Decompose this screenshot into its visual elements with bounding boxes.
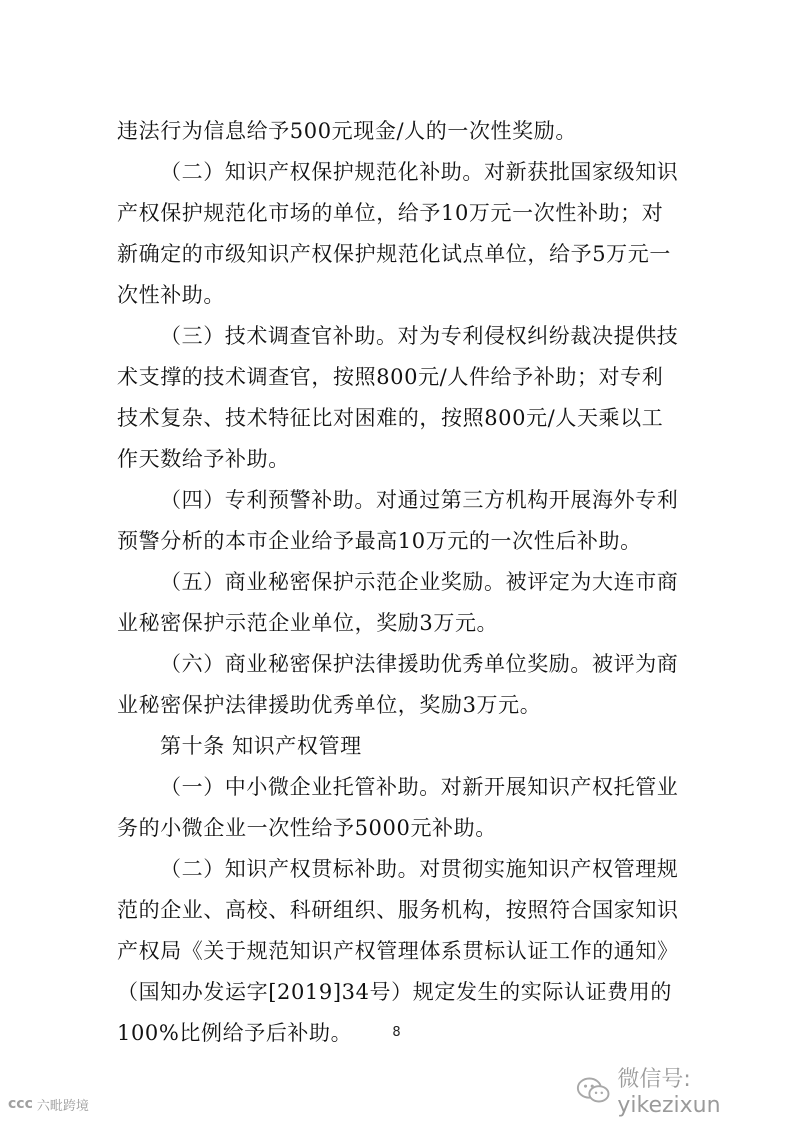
text-line: 术支撑的技术调查官，按照800元/人件给予补助；对专利 (117, 365, 664, 389)
text-line: 预警分析的本市企业给予最高10万元的一次性后补助。 (117, 529, 642, 553)
text-line: 产权局《关于规范知识产权管理体系贯标认证工作的通知》 (117, 939, 679, 963)
text-line: （四）专利预警补助。对通过第三方机构开展海外专利 (160, 488, 679, 512)
text-line: 业秘密保护法律援助优秀单位，奖励3万元。 (117, 693, 542, 717)
text-line: 100%比例给予后补助。 (117, 1021, 353, 1045)
text-line: 业秘密保护示范企业单位，奖励3万元。 (117, 611, 499, 635)
brand-watermark (8, 1093, 89, 1115)
text-line: 产权保护规范化市场的单位，给予10万元一次性补助；对 (117, 201, 664, 225)
text-line: 务的小微企业一次性给予5000元补助。 (117, 816, 497, 840)
text-line: （二）知识产权贯标补助。对贯彻实施知识产权管理规 (160, 857, 679, 881)
text-line: （三）技术调查官补助。对为专利侵权纠纷裁决提供技 (160, 324, 679, 348)
text-line: （六）商业秘密保护法律援助优秀单位奖励。被评为商 (160, 652, 679, 676)
wechat-id-text: 微信号: yikezixun (617, 1067, 721, 1118)
text-line: 次性补助。 (117, 283, 225, 307)
section-heading: 第十条 知识产权管理 (160, 734, 362, 758)
text-line: 新确定的市级知识产权保护规范化试点单位，给予5万元一 (117, 242, 671, 266)
brand-logo: ccc (8, 1096, 33, 1112)
text-line: 违法行为信息给予500元现金/人的一次性奖励。 (117, 119, 577, 143)
text-line: 范的企业、高校、科研组织、服务机构，按照符合国家知识 (117, 898, 679, 922)
brand-name: 六毗跨境 (36, 1098, 89, 1114)
wechat-icon (575, 1075, 611, 1105)
text-line: （五）商业秘密保护示范企业奖励。被评定为大连市商 (160, 570, 679, 594)
page-number: 8 (392, 1025, 401, 1040)
text-line: （国知办发运字[2019]34号）规定发生的实际认证费用的 (117, 980, 672, 1004)
text-line: 技术复杂、技术特征比对困难的，按照800元/人天乘以工 (117, 406, 664, 430)
text-line: （一）中小微企业托管补助。对新开展知识产权托管业 (160, 775, 679, 799)
text-line: 作天数给予补助。 (117, 447, 290, 471)
text-line: （二）知识产权保护规范化补助。对新获批国家级知识 (160, 160, 679, 184)
wechat-watermark (575, 1067, 793, 1118)
